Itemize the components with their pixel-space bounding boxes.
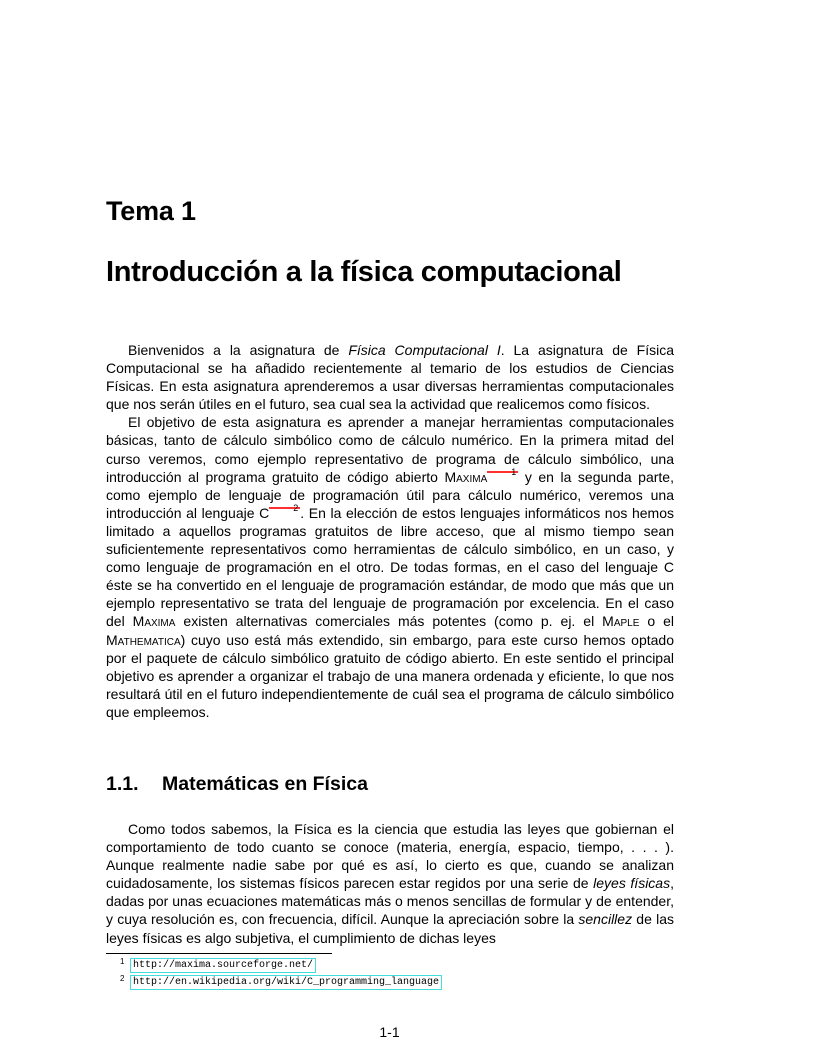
footnote-link-maxima[interactable]: http://maxima.sourceforge.net/ xyxy=(130,958,316,973)
maple-name: Maple xyxy=(602,613,640,630)
text-run: . En la elección de estos lenguajes informáticos nos hemos limitado a aquellos programas gratuitos de libre acceso, que al mismo tiempo sean suficientemente representativos como herramientas de cálculo simbólico, en un caso, y como lenguaje de programación en el otro. De todas formas, en el caso del lenguaje C éste se ha convertido en el lenguaje de programación estándar, de modo que más que un ejemplo representativo se trata del lenguaje de programación por excelencia. En el caso del xyxy=(106,504,674,630)
section-title: Matemáticas en Física xyxy=(162,773,368,795)
footnote-mark: 1 xyxy=(120,957,125,966)
text-run: , dadas por unas ecuaciones matemáticas más o menos sencillas de formular y de entender, y cuya resolución es, con frecuencia, difícil. Aunque la apreciación sobre la xyxy=(106,875,674,928)
text-run: . La asignatura de Física Computacional se ha añadido recientemente al temario de los estudios de Ciencias Físicas. En esta asignatura aprenderemos a usar diversas herramientas computacionales que nos serán útiles en el futuro, sea cual sea la actividad que realicemos como físicos. xyxy=(106,342,674,413)
footnote-link-c-language[interactable]: http://en.wikipedia.org/wiki/C_programming_language xyxy=(130,975,442,990)
text-run: y en la segunda parte, como ejemplo de lenguaje de programación útil para cálculo numérico, veremos una introducción al lenguaje C xyxy=(106,468,674,521)
section-number: 1.1. xyxy=(106,773,139,795)
maxima-name: Maxima xyxy=(132,613,176,630)
intro-paragraph-2 xyxy=(106,413,674,721)
maxima-name: Maxima xyxy=(444,468,488,485)
text-run: existen alternativas comerciales más potentes (como p. ej. el xyxy=(175,613,603,630)
text-run: Bienvenidos a la asignatura de xyxy=(128,342,349,358)
section-heading xyxy=(106,773,368,796)
text-run: ) cuyo uso está más extendido, sin embargo, para este curso hemos optado por el paquete de cálculo simbólico gratuito de código abierto. En este sentido el principal objetivo es aprender a organizar el trabajo de una manera ordenada y eficiente, lo que nos resultará útil en el futuro independientemente de cuál sea el programa de cálculo simbólico que empleemos. xyxy=(106,631,674,720)
section-paragraph-1 xyxy=(106,820,674,947)
footnote-mark: 2 xyxy=(120,974,125,983)
footnote-rule xyxy=(106,953,332,954)
footnote-ref-2[interactable]: 2 xyxy=(269,507,300,509)
intro-paragraph-1 xyxy=(106,341,674,413)
intro-text xyxy=(106,341,674,721)
course-name: Física Computacional I xyxy=(348,342,501,358)
chapter-label: Tema 1 xyxy=(106,196,196,226)
mathematica-name: Mathematica xyxy=(106,631,181,648)
footnote-ref-1[interactable]: 1 xyxy=(487,471,518,473)
emphasis: leyes físicas xyxy=(593,875,671,892)
text-run: Como todos sabemos, la Física es la ciencia que estudia las leyes que gobiernan el comportamiento de todo cuanto se conoce (materia, energía, espacio, tiempo, . . . ). Aunque realmente nadie sabe por qué es así, lo cierto es que, cuando se analizan cuidadosamente, los sistemas físicos parecen estar regidos por una serie de xyxy=(106,821,674,892)
text-run: o el xyxy=(639,613,675,630)
text-run: de las leyes físicas es algo subjetiva, el cumplimiento de dichas leyes xyxy=(106,911,674,946)
text-run: El objetivo de esta asignatura es aprender a manejar herramientas computacionales básicas, tanto de cálculo simbólico como de cálculo numérico. En la primera mitad del curso veremos, como ejemplo representativo de programa de cálculo simbólico, una introducción al programa gratuito de código abierto xyxy=(106,414,674,485)
section-text xyxy=(106,820,674,947)
chapter-title: Introducción a la física computacional xyxy=(106,256,622,288)
page-number: 1-1 xyxy=(379,1024,400,1040)
emphasis: sencillez xyxy=(578,911,633,928)
